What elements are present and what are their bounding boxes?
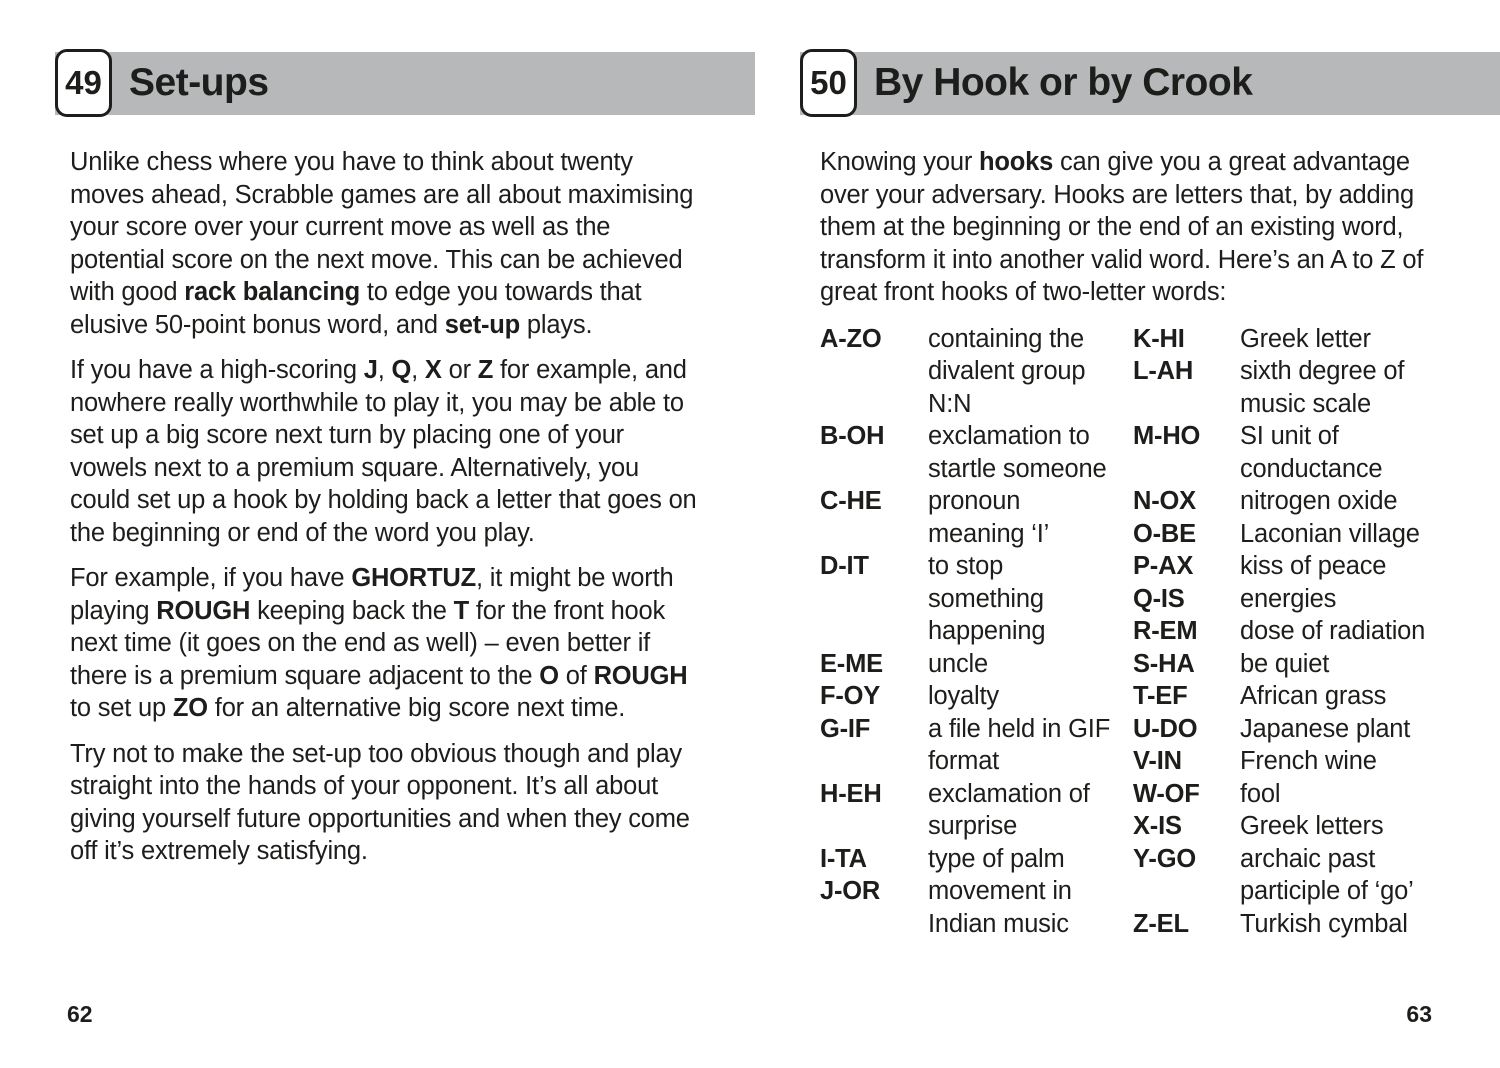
hook-entry <box>820 323 1133 421</box>
hook-term: H-EH <box>820 779 882 808</box>
text-run: for the front hook next time (it goes on the end as well) – even better if there is a premium square adjacent to the <box>70 596 666 690</box>
hook-term: U-DO <box>1133 714 1198 743</box>
hook-term: R-EM <box>1133 617 1198 645</box>
text-run: can give you a great advantage over your adversary. Hooks are letters that, by adding them at the beginning or the end of an existing word, transform it into another valid word. Here’s an A to Z of great front hooks of two-letter words: <box>820 148 1424 306</box>
hook-entry <box>820 485 1133 550</box>
hook-term: C-HE <box>820 487 882 515</box>
hook-entry <box>820 713 1133 778</box>
bold-text: ROUGH <box>593 661 688 690</box>
page-right <box>800 52 1500 1068</box>
hook-definition: containing the divalent group N:N <box>928 324 1086 418</box>
hook-entry <box>1133 518 1460 551</box>
text-run: keeping back the <box>250 596 454 625</box>
hook-term: P-AX <box>1133 552 1194 580</box>
bold-text: Q <box>391 356 412 384</box>
hook-definition: Laconian village <box>1240 519 1420 548</box>
text-run: of <box>558 661 594 690</box>
chapter-number-left: 49 <box>65 64 102 101</box>
text-run: Knowing your <box>820 148 979 176</box>
text-run: plays. <box>520 310 593 339</box>
hook-entry <box>820 550 1133 648</box>
hook-definition: exclamation of surprise <box>928 779 1090 840</box>
text-run: If you have a high-scoring <box>70 356 364 384</box>
hook-entry <box>1133 713 1460 746</box>
hook-term: T-EF <box>1133 682 1188 710</box>
text-run: Try not to make the set-up too obvious though and play straight into the hands of your opponent. It’s all about giving yourself future opportunities and when they come off it’s extremely satisfying. <box>70 739 690 865</box>
bold-text: GHORTUZ <box>351 564 476 592</box>
hook-definition: nitrogen oxide <box>1240 487 1398 515</box>
hook-term: M-HO <box>1133 422 1201 450</box>
hook-entry <box>1133 550 1460 583</box>
hook-term: L-AH <box>1133 357 1194 385</box>
hook-entry <box>1133 810 1460 843</box>
bold-text: hooks <box>979 148 1054 176</box>
chapter-title-right: By Hook or by Crook <box>874 60 1253 104</box>
paragraph <box>70 738 700 868</box>
hook-term: F-OY <box>820 682 881 710</box>
hook-definition: to stop something happening <box>928 552 1046 645</box>
hook-list <box>800 323 1500 941</box>
chapter-number-badge-left <box>55 49 112 117</box>
hook-entry <box>820 648 1133 681</box>
paragraph <box>70 146 700 341</box>
hook-term: J-OR <box>820 877 881 905</box>
hook-entry <box>1133 745 1460 778</box>
bold-text: Z <box>477 356 494 384</box>
hook-definition: dose of radiation <box>1240 617 1426 645</box>
chapter-number-right: 50 <box>810 64 847 101</box>
hook-term: Q-IS <box>1133 584 1185 613</box>
text-run: or <box>441 356 478 384</box>
hook-definition: be quiet <box>1240 649 1330 678</box>
hook-definition: Turkish cymbal <box>1240 909 1408 938</box>
hook-definition: SI unit of conductance <box>1240 422 1383 483</box>
bold-text: X <box>424 356 442 384</box>
hook-definition: kiss of peace <box>1240 552 1387 580</box>
hook-entry <box>820 680 1133 713</box>
text-run: , <box>411 356 425 384</box>
hook-term: I-TA <box>820 844 867 873</box>
hook-definition: French wine <box>1240 747 1377 775</box>
hook-term: K-HI <box>1133 324 1185 353</box>
hook-entry <box>1133 420 1460 485</box>
hook-definition: archaic past participle of ‘go’ <box>1240 844 1414 905</box>
hook-entry <box>1133 778 1460 811</box>
text-run: For example, if you have <box>70 564 352 592</box>
hook-term: A-ZO <box>820 324 882 353</box>
text-run: to edge you towards that elusive 50-point bonus word, and <box>70 278 642 339</box>
hook-entry <box>1133 680 1460 713</box>
text-run: , it might be worth playing <box>70 564 674 625</box>
hook-definition: African grass <box>1240 682 1387 710</box>
bold-text: T <box>453 596 469 625</box>
hook-entry <box>1133 648 1460 681</box>
hook-term: O-BE <box>1133 519 1196 548</box>
hook-term: D-IT <box>820 552 869 580</box>
left-page-body <box>55 146 700 868</box>
hook-term: N-OX <box>1133 487 1196 515</box>
hook-entry <box>820 875 1133 940</box>
bold-text: J <box>363 356 378 384</box>
page-number-left: 62 <box>67 1001 93 1027</box>
text-run: Unlike chess where you have to think about twenty moves ahead, Scrabble games are all about maximising your score over your current move as well as the potential score on the next move. This can be achieved with good <box>70 148 694 306</box>
chapter-number-badge-right <box>800 49 857 117</box>
paragraph <box>70 562 700 725</box>
hook-term: Z-EL <box>1133 909 1189 938</box>
hook-term: W-OF <box>1133 779 1200 808</box>
text-run: for an alternative big score next time. <box>207 694 626 722</box>
hook-entry <box>1133 843 1460 908</box>
hook-definition: loyalty <box>928 682 999 710</box>
hook-entry <box>1133 485 1460 518</box>
hook-definition: a file held in GIF format <box>928 714 1111 775</box>
hook-entry <box>1133 355 1460 420</box>
hook-term: Y-GO <box>1133 844 1196 873</box>
hook-definition: type of palm <box>928 844 1065 873</box>
hook-entry <box>1133 615 1460 648</box>
hook-term: E-ME <box>820 649 883 678</box>
hook-definition: movement in Indian music <box>928 877 1072 938</box>
hook-definition: sixth degree of music scale <box>1240 357 1405 418</box>
bold-text: rack balancing <box>184 278 361 306</box>
hook-list-column-1 <box>820 323 1133 941</box>
chapter-header-left <box>55 52 755 115</box>
hook-definition: pronoun meaning ‘I’ <box>928 487 1050 548</box>
hook-definition: Greek letter <box>1240 324 1371 353</box>
hook-term: X-IS <box>1133 812 1182 840</box>
hook-definition: fool <box>1240 779 1281 808</box>
hook-term: G-IF <box>820 714 871 743</box>
hook-entry <box>1133 323 1460 356</box>
text-run: , <box>377 356 392 384</box>
hook-term: V-IN <box>1133 747 1182 775</box>
hook-term: B-OH <box>820 422 885 450</box>
chapter-header-right <box>800 52 1500 115</box>
text-run: for example, and nowhere really worthwhile to play it, you may be able to set up a big score next turn by placing one of your vowels next to a premium square. Alternatively, you could set up a hook by holding back a letter that goes on the beginning or end of the word you play. <box>70 356 697 547</box>
right-page-intro <box>800 146 1450 309</box>
hook-term: S-HA <box>1133 649 1195 678</box>
hook-entry <box>820 778 1133 843</box>
page-number-right: 63 <box>1406 1001 1432 1027</box>
paragraph <box>820 146 1450 309</box>
page-left <box>55 52 755 1068</box>
hook-entry <box>1133 583 1460 616</box>
paragraph <box>70 354 700 549</box>
hook-definition: Japanese plant <box>1240 714 1411 743</box>
hook-entry <box>820 420 1133 485</box>
bold-text: set-up <box>444 310 521 339</box>
bold-text: ZO <box>172 694 208 722</box>
text-run: to set up <box>70 694 173 722</box>
hook-entry <box>1133 908 1460 941</box>
hook-entry <box>820 843 1133 876</box>
hook-definition: energies <box>1240 584 1337 613</box>
hook-definition: uncle <box>928 649 988 678</box>
hook-list-column-2 <box>1133 323 1460 941</box>
hook-definition: exclamation to startle someone <box>928 422 1107 483</box>
bold-text: ROUGH <box>156 596 251 625</box>
chapter-title-left: Set-ups <box>129 60 269 104</box>
bold-text: O <box>539 661 559 690</box>
hook-definition: Greek letters <box>1240 812 1384 840</box>
